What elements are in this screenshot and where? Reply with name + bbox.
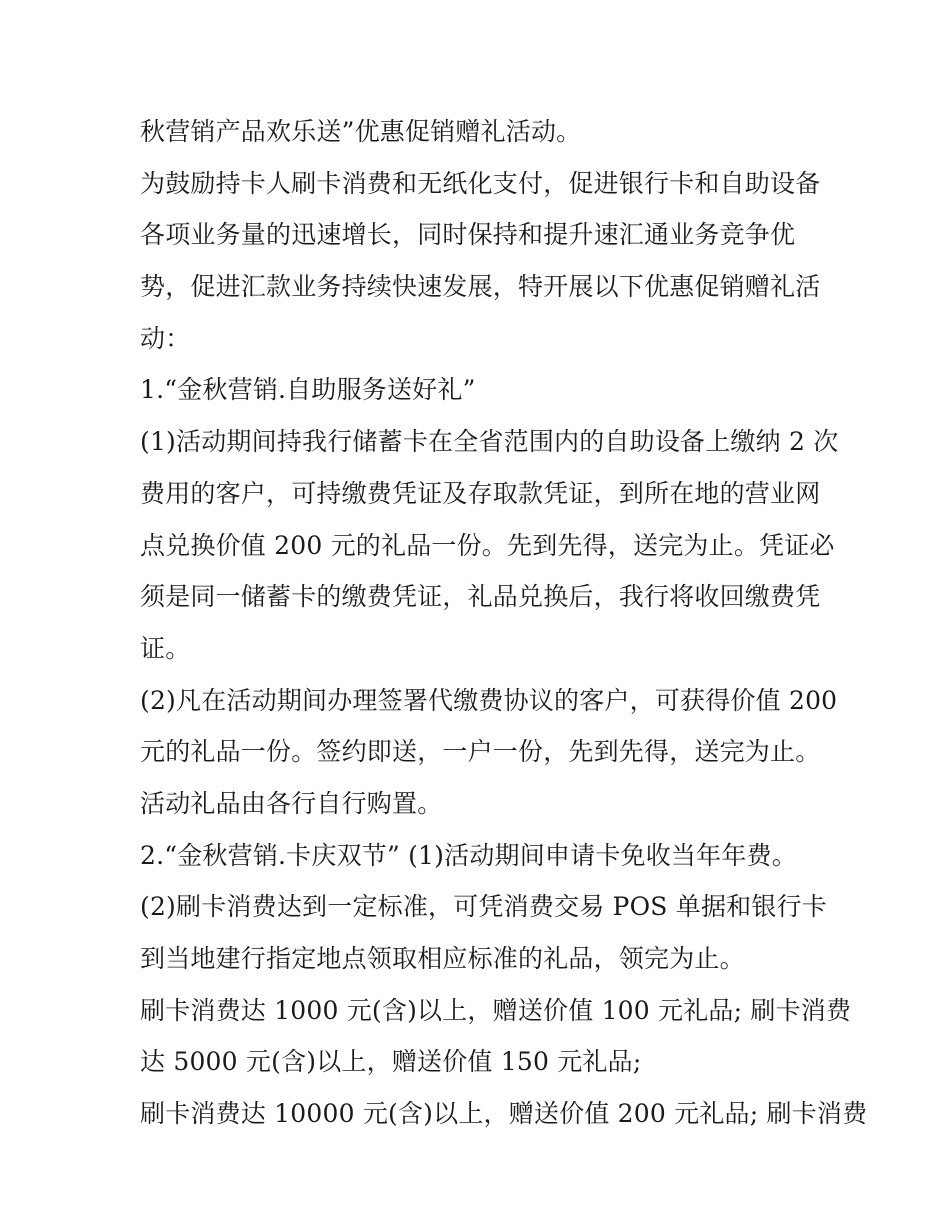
text-line: 费用的客户，可持缴费凭证及存取款凭证，到所在地的营业网 [140,478,821,508]
text-line: 达 5000 元(含)以上，赠送价值 150 元礼品; [140,1047,642,1077]
text-line: 活动礼品由各行自行购置。 [140,788,443,818]
text-line: 各项业务量的迅速增长，同时保持和提升速汇通业务竞争优 [140,220,796,250]
text-line: 秋营销产品欢乐送”优惠促销赠礼活动。 [140,117,582,146]
text-line: 证。 [140,633,191,663]
text-line: 点兑换价值 200 元的礼品一份。先到先得，送完为止。凭证必 [140,530,835,560]
section-heading: 1.“金秋营销.自助服务送好礼” [140,375,476,405]
text-line: (2)凡在活动期间办理签署代缴费协议的客户，可获得价值 200 [140,685,838,715]
text-line: 动： [140,323,191,353]
text-line: 刷卡消费达 1000 元(含)以上，赠送价值 100 元礼品; 刷卡消费 [140,995,852,1025]
text-line: 须是同一储蓄卡的缴费凭证，礼品兑换后，我行将收回缴费凭 [140,582,821,612]
document-body [140,106,868,1140]
text-line: 到当地建行指定地点领取相应标准的礼品，领完为止。 [140,944,745,973]
text-line: (2)刷卡消费达到一定标准，可凭消费交易 POS 单据和银行卡 [140,892,827,922]
text-line: 为鼓励持卡人刷卡消费和无纸化支付，促进银行卡和自助设备 [140,168,821,198]
text-line: 刷卡消费达 10000 元(含)以上，赠送价值 200 元礼品; 刷卡消费 [140,1099,868,1129]
text-line: 元的礼品一份。签约即送，一户一份，先到先得，送完为止。 [140,737,821,767]
text-line: 势，促进汇款业务持续快速发展，特开展以下优惠促销赠礼活 [140,272,821,302]
text-line: (1)活动期间持我行储蓄卡在全省范围内的自助设备上缴纳 2 次 [140,427,839,457]
section-heading: 2.“金秋营销.卡庆双节” (1)活动期间申请卡免收当年年费。 [140,840,797,870]
